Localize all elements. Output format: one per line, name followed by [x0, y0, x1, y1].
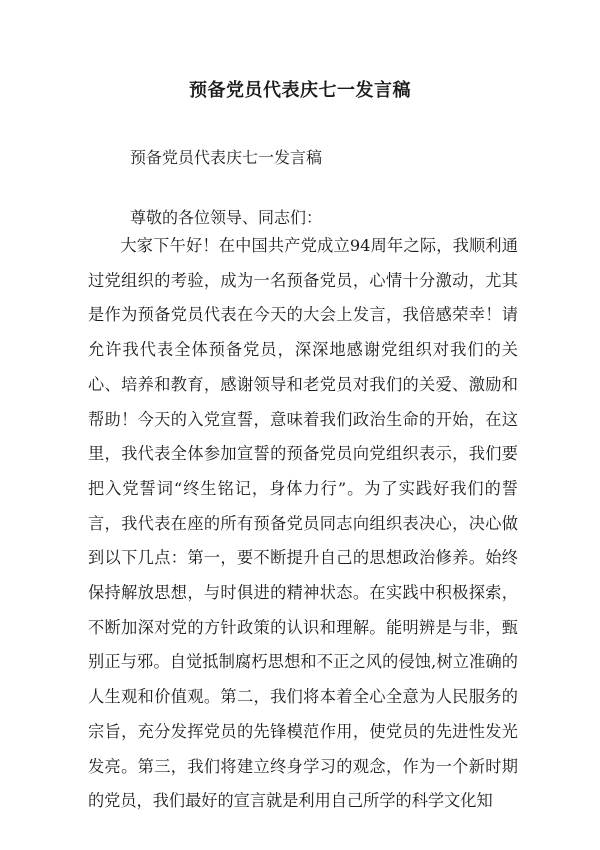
salutation: 尊敬的各位领导、同志们：	[130, 208, 323, 227]
document-subtitle: 预备党员代表庆七一发言稿	[130, 148, 323, 167]
speech-body-paragraph: 大家下午好！在中国共产党成立94周年之际，我顺利通过党组织的考验，成为一名预备党员，心情十分激动，尤其是作为预备党员代表在今天的大会上发言，我倍感荣幸！请允许我代表全体预备党员，深深地感谢党组织对我们的关心、培养和教育，感谢领导和老党员对我们的关爱、激励和帮助！今天的入党宣誓，意味着我们政治生命的开始，在这里，我代表全体参加宣誓的预备党员向党组织表示，我们要把入党誓词“终生铭记，身体力行”。为了实践好我们的誓言，我代表在座的所有预备党员同志向组织表决心，决心做到以下几点：第一，要不断提升自己的思想政治修养。始终保持解放思想，与时俱进的精神状态。在实践中积极探索，不断加深对党的方针政策的认识和理解。能明辨是与非，甄别正与邪。自觉抵制腐朽思想和不正之风的侵蚀,树立准确的人生观和价值观。第二，我们将本着全心全意为人民服务的宗旨，充分发挥党员的先锋模范作用，使党员的先进性发光发亮。第三，我们将建立终身学习的观念，作为一个新时期的党员，我们最好的宣言就是利用自己所学的科学文化知	[88, 236, 518, 811]
document-title: 预备党员代表庆七一发言稿	[189, 80, 411, 101]
